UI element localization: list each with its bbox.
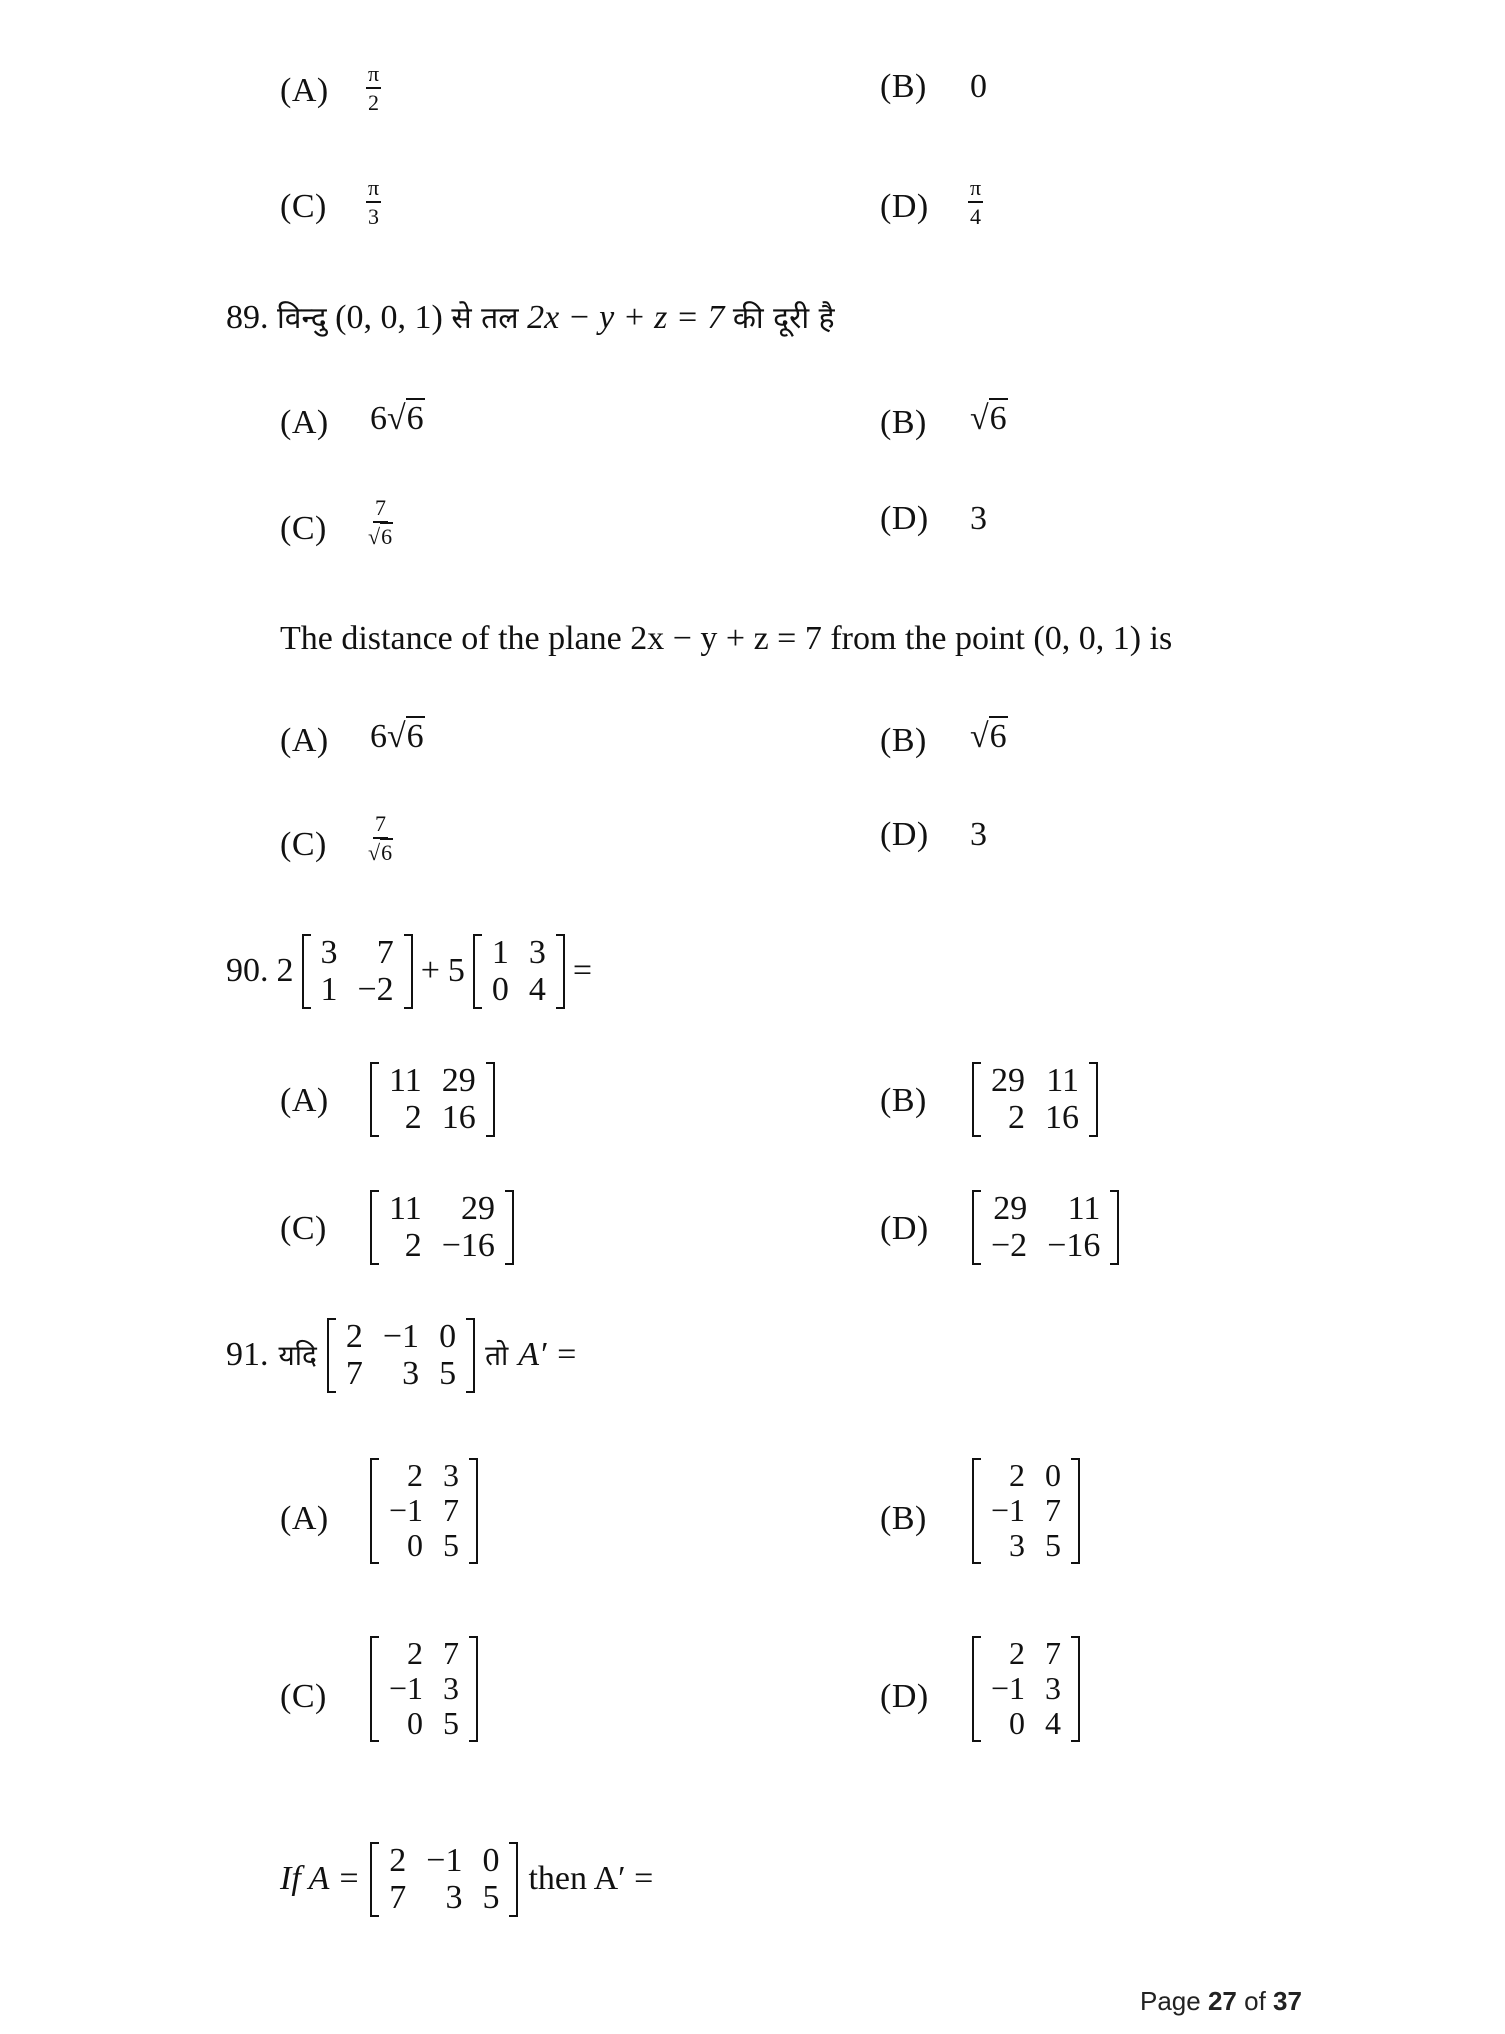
q89-question-hindi: 89. विन्दु (0, 0, 1) से तल 2x − y + z = 7 की दूरी है [226, 299, 835, 336]
q89-hi-option-a-label: (A) [280, 404, 329, 441]
q90-option-d-matrix: 29 11 −2 −16 [972, 1190, 1119, 1265]
q88-option-c-value: $\frac{\pi}{3}$ [368, 175, 380, 230]
q91-matrix: 2 −1 0 7 3 5 [327, 1318, 475, 1393]
q88-option-d-value: $\frac{\pi}{4}$ [970, 175, 982, 230]
q89-hi-option-d-label: (D) [880, 500, 929, 537]
q91-option-a-matrix: 2 3 −1 7 0 5 [370, 1458, 478, 1564]
q88-option-d-label: (D) [880, 188, 929, 225]
q88-option-a-value: $\frac{\pi}{2}$ [368, 61, 380, 116]
q89-hi-option-c-value: $\frac{7}{√6}$ [368, 495, 393, 550]
q89-hi-option-b-value: √6 [970, 400, 1007, 437]
q89-en-option-d-value: 3 [970, 816, 987, 853]
q90-matrix-2: 1 3 0 4 [473, 934, 565, 1009]
q88-option-a-label: (A) [280, 72, 329, 109]
q89-en-option-c-value: $\frac{7}{√6}$ [368, 811, 393, 866]
q90-matrix-1: 3 7 1 −2 [302, 934, 413, 1009]
q91-option-b-label: (B) [880, 1500, 927, 1537]
q89-question-english: The distance of the plane 2x − y + z = 7 from the point (0, 0, 1) is [280, 620, 1173, 657]
q89-en-option-a-value: 6√6 [370, 718, 424, 755]
q89-en-option-d-label: (D) [880, 816, 929, 853]
q89-en-option-a-label: (A) [280, 722, 329, 759]
q89-hi-option-c-label: (C) [280, 510, 327, 547]
q91-option-a-label: (A) [280, 1500, 329, 1537]
q90-option-c-matrix: 11 29 2 −16 [370, 1190, 514, 1265]
q90-option-a-matrix: 11 29 2 16 [370, 1062, 495, 1137]
q90-option-b-matrix: 29 11 2 16 [972, 1062, 1098, 1137]
q89-en-option-c-label: (C) [280, 826, 327, 863]
q89-hi-option-b-label: (B) [880, 404, 927, 441]
q88-option-b-label: (B) [880, 68, 927, 105]
q91-option-c-matrix: 2 7 −1 3 0 5 [370, 1636, 478, 1742]
q89-en-option-b-label: (B) [880, 722, 927, 759]
q89-hi-option-a-value: 6√6 [370, 400, 424, 437]
q91-question-english: If A = 2 −1 0 7 3 5 then A′ = [280, 1842, 654, 1917]
q88-option-b-value: 0 [970, 68, 987, 105]
q90-option-b-label: (B) [880, 1082, 927, 1119]
q91-option-d-matrix: 2 7 −1 3 0 4 [972, 1636, 1080, 1742]
q91-option-b-matrix: 2 0 −1 7 3 5 [972, 1458, 1080, 1564]
q90-option-c-label: (C) [280, 1210, 327, 1247]
q90-option-d-label: (D) [880, 1210, 929, 1247]
page-number: Page 27 of 37 [1140, 1986, 1302, 2016]
q89-hi-option-d-value: 3 [970, 500, 987, 537]
q91-option-d-label: (D) [880, 1678, 929, 1715]
q90-question: 90. 2 3 7 1 −2 + 5 1 3 0 4 = [226, 934, 593, 1009]
q89-en-option-b-value: √6 [970, 718, 1007, 755]
q91-en-matrix: 2 −1 0 7 3 5 [370, 1842, 518, 1917]
q91-option-c-label: (C) [280, 1678, 327, 1715]
q90-option-a-label: (A) [280, 1082, 329, 1119]
q91-question-hindi: 91. यदि 2 −1 0 7 3 5 तो A′ = [226, 1318, 578, 1393]
q88-option-c-label: (C) [280, 188, 327, 225]
